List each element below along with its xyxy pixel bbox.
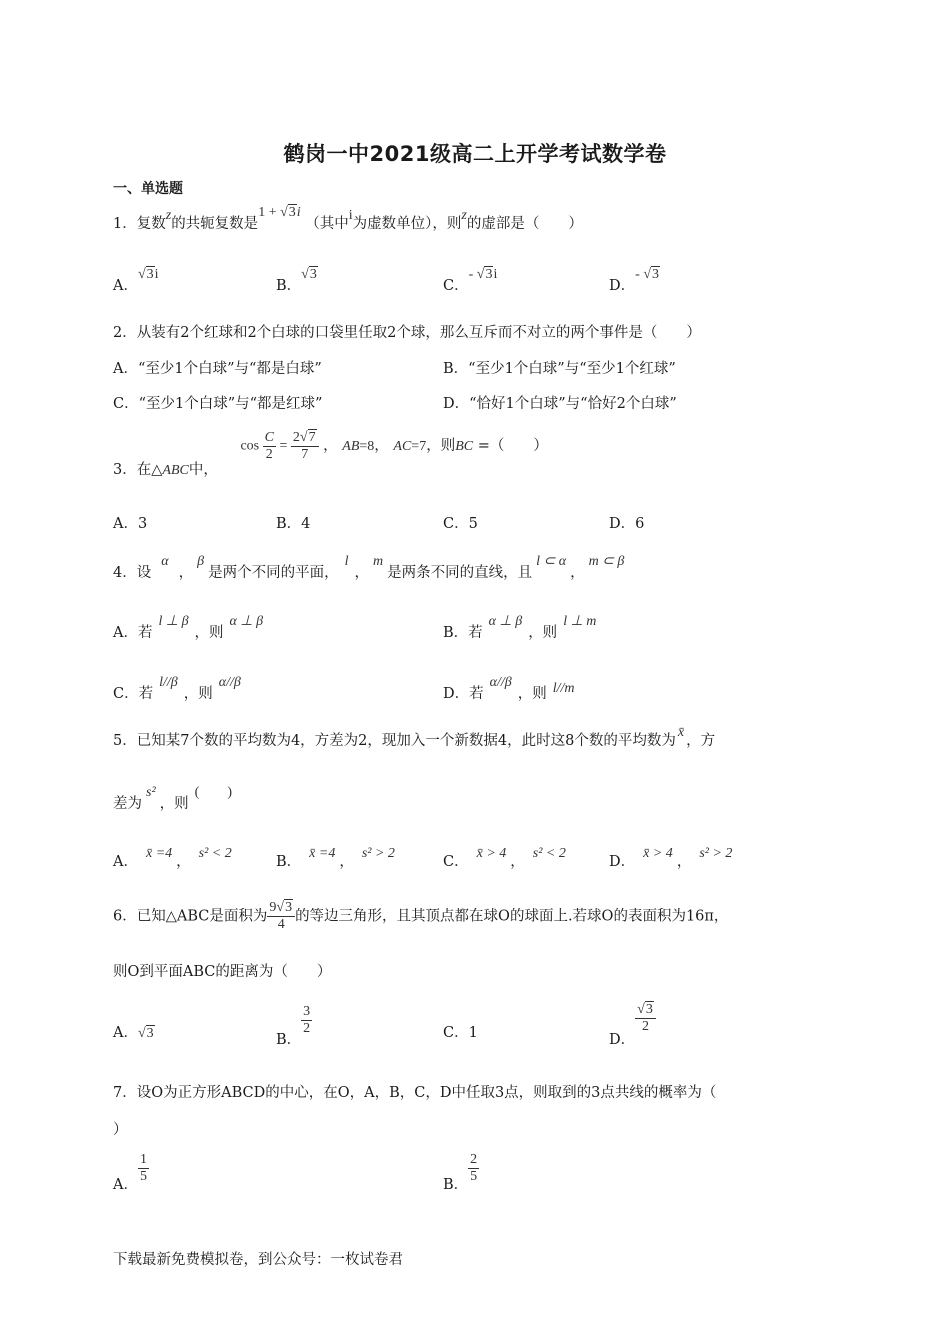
question-3 xyxy=(113,430,548,478)
q1-option-c-radicand: 3 xyxy=(485,267,493,282)
q2-option-a[interactable]: A．“至少1个白球”与“都是白球” xyxy=(113,361,322,377)
q3-cos: cos xyxy=(240,438,260,454)
q1-var-z: z xyxy=(165,208,172,223)
question-6-line-1 xyxy=(113,900,728,933)
q1-option-d-math xyxy=(635,267,660,282)
q4-option-a-result: α ⊥ β xyxy=(229,614,264,629)
q1-expr-radicand: 3 xyxy=(288,205,296,220)
q1-option-c-label: C． xyxy=(443,278,469,294)
q5-option-a[interactable]: A．x̄ =4，s² < 2 xyxy=(113,846,232,870)
footer-note: 下载最新免费模拟卷，到公众号：一枚试卷君 xyxy=(113,1252,403,1268)
q1-var-z-2: z xyxy=(461,208,467,223)
q5-option-a-mean: x̄ =4 xyxy=(145,846,173,861)
q1-option-c-sign: - xyxy=(468,267,477,282)
q3-value-numerator xyxy=(291,430,319,447)
q4-condition-1: l ⊂ α xyxy=(536,554,567,569)
q3-triangle-abc: ABC xyxy=(162,462,189,478)
q7-option-a-label: A． xyxy=(113,1176,138,1193)
q5-xbar: x̄ xyxy=(677,725,685,740)
question-5-line-2 xyxy=(113,785,232,815)
q4-option-d-cond: α//β xyxy=(489,675,512,690)
q5-text-d: ，则 xyxy=(159,796,189,812)
q6-option-d-fraction xyxy=(635,1002,656,1035)
q2-option-c[interactable]: C．“至少1个白球”与“都是红球” xyxy=(113,396,323,412)
q3-ab-value: =8 xyxy=(359,438,375,454)
q6-text-b: 的等边三角形，且其顶点都在球O的球面上.若球O的表面积为16π， xyxy=(295,908,729,925)
q7-option-b-label: B． xyxy=(443,1176,469,1193)
q4-option-b[interactable] xyxy=(443,614,597,644)
q1-text-d: 为虚数单位），则 xyxy=(352,216,462,232)
q1-option-b-radicand: 3 xyxy=(309,267,317,282)
q1-option-c[interactable] xyxy=(443,267,498,297)
q6-num-pre: 9 xyxy=(269,900,277,915)
q4-option-b-cond: α ⊥ β xyxy=(488,614,523,629)
q1-option-d-label: D． xyxy=(609,278,636,294)
q6-option-a-sqrt: √3 xyxy=(137,1026,154,1041)
q4-option-d[interactable] xyxy=(443,675,575,705)
q5-option-c-label: C． xyxy=(443,854,469,870)
q4-sep-3: ， xyxy=(570,565,585,581)
q4-option-d-label: D．若 xyxy=(443,686,484,702)
q5-option-c-variance: s² < 2 xyxy=(532,846,566,861)
q4-text-c: 是两条不同的直线，且 xyxy=(387,565,533,581)
q1-text-a: 1．复数 xyxy=(113,216,166,232)
q1-option-a-sqrt: √3 xyxy=(137,267,154,282)
q4-option-a-cond: l ⊥ β xyxy=(158,614,189,629)
q6-option-b-fraction xyxy=(301,1004,312,1037)
q6-option-d-radicand: 3 xyxy=(645,1002,653,1017)
q4-condition-2: m ⊂ β xyxy=(588,554,625,569)
q3-ac-value: =7 xyxy=(411,438,427,454)
q1-option-c-sqrt: √3 xyxy=(476,267,493,282)
q6-option-d-sqrt: √3 xyxy=(637,1002,653,1017)
q6-area-fraction xyxy=(267,900,295,933)
q1-text-c: （其中 xyxy=(305,216,349,232)
q1-option-b[interactable] xyxy=(276,267,318,297)
q3-option-b[interactable]: B．4 xyxy=(276,516,311,532)
q4-option-c-label: C．若 xyxy=(113,686,154,702)
q7-option-b-fraction xyxy=(468,1152,479,1185)
q1-text-b: 的共轭复数是 xyxy=(171,216,259,232)
q5-option-d-label: D． xyxy=(609,854,636,870)
q6-option-a-radicand: 3 xyxy=(146,1026,154,1041)
q7-option-b-num: 2 xyxy=(470,1152,478,1167)
q1-expr-pre: 1 + xyxy=(258,205,281,220)
q5-option-a-label: A． xyxy=(113,854,138,870)
q3-num-sqrt: √7 xyxy=(299,430,316,445)
q3-c: C xyxy=(264,430,274,445)
q3-option-d[interactable]: D．6 xyxy=(609,516,645,532)
question-1 xyxy=(113,205,583,235)
q3-option-a[interactable]: A．3 xyxy=(113,516,148,532)
q5-option-a-variance: s² < 2 xyxy=(198,846,232,861)
q5-option-b-label: B． xyxy=(276,854,302,870)
q6-option-b[interactable] xyxy=(276,1004,312,1048)
q6-option-b-num: 3 xyxy=(303,1004,311,1019)
q1-option-b-math xyxy=(301,267,318,282)
q4-option-d-result: l//m xyxy=(552,681,575,696)
q4-text-b: 是两个不同的平面， xyxy=(208,565,339,581)
q5-option-d-mean: x̄ > 4 xyxy=(643,846,673,861)
q3-cos-expression xyxy=(240,430,318,463)
q6-num-radicand: 3 xyxy=(285,900,293,915)
q3-value-fraction xyxy=(291,430,319,463)
q4-sep: ， xyxy=(178,565,194,581)
q6-option-a-label: A． xyxy=(113,1025,138,1041)
q1-option-a-suffix: i xyxy=(154,267,159,282)
question-7-line-2: ） xyxy=(113,1122,128,1138)
q5-option-b[interactable]: B．x̄ =4，s² > 2 xyxy=(276,846,395,870)
q7-option-a-den: 5 xyxy=(139,1169,147,1184)
q3-tail-text: =（ ） xyxy=(473,437,548,454)
q1-option-c-math xyxy=(469,267,498,282)
q1-option-d-sign: - xyxy=(635,267,644,282)
q7-option-a-num: 1 xyxy=(139,1152,147,1167)
q5-paren: ( ) xyxy=(194,785,232,800)
q5-option-d[interactable]: D．x̄ > 4，s² > 2 xyxy=(609,846,733,870)
q1-option-d[interactable] xyxy=(609,267,660,297)
q6-option-d-num xyxy=(635,1002,656,1019)
q5-option-d-variance: s² > 2 xyxy=(699,846,733,861)
q6-text-a: 6．已知△ABC是面积为 xyxy=(113,908,268,925)
q4-option-d-then: ，则 xyxy=(517,686,547,702)
section-heading: 一、单选题 xyxy=(113,181,183,197)
q3-ac: AC xyxy=(393,438,412,454)
q4-option-b-result: l ⊥ m xyxy=(563,614,597,629)
q1-option-a-math xyxy=(138,267,159,282)
q3-lead xyxy=(113,462,218,478)
q4-option-c-then: ，则 xyxy=(183,686,213,702)
q4-option-c-result: α//β xyxy=(218,675,241,690)
q5-option-b-mean: x̄ =4 xyxy=(309,846,336,861)
q3-num-pre: 2 xyxy=(292,430,300,445)
q4-option-a[interactable] xyxy=(113,614,264,644)
q7-option-b[interactable] xyxy=(443,1152,479,1193)
question-6-line-2: 则O到平面ABC的距离为（ ） xyxy=(113,964,332,980)
q7-option-a[interactable] xyxy=(113,1152,149,1193)
q6-option-a[interactable] xyxy=(113,1023,155,1044)
question-2: 2．从装有2个红球和2个白球的口袋里任取2个球，那么互斥而不对立的两个事件是（ ） xyxy=(113,325,701,341)
question-5-line-1 xyxy=(113,725,716,752)
q1-expression xyxy=(258,205,300,220)
q1-option-b-label: B． xyxy=(276,278,302,294)
q3-cos-fraction xyxy=(263,430,276,463)
question-7-line-1: 7．设O为正方形ABCD的中心，在O，A，B，C，D中任取3点，则取到的3点共线的概率为（ xyxy=(113,1085,717,1101)
q3-equals: = xyxy=(279,438,288,454)
q3-den: 7 xyxy=(301,447,309,462)
q2-option-b[interactable]: B．“至少1个白球”与“至少1个红球” xyxy=(443,361,676,377)
q3-ab: AB xyxy=(342,438,360,454)
q4-option-a-label: A．若 xyxy=(113,625,153,641)
q6-option-b-label: B． xyxy=(276,1031,302,1048)
q6-area-numerator xyxy=(267,900,295,917)
q3-two: 2 xyxy=(265,447,273,462)
q3-then: ，则 xyxy=(426,437,456,454)
q5-option-c-mean: x̄ > 4 xyxy=(476,846,507,861)
q4-l: l xyxy=(344,554,349,569)
q3-num-radicand: 7 xyxy=(308,430,316,445)
q6-option-d[interactable] xyxy=(609,1002,656,1048)
q1-option-a-radicand: 3 xyxy=(146,267,154,282)
q5-option-b-variance: s² > 2 xyxy=(361,846,395,861)
q5-text-a: 5．已知某7个数的平均数为4，方差为2，现加入一个新数据4，此时这8个数的平均数为 xyxy=(113,733,676,749)
q3-comma-2: ， xyxy=(374,437,389,454)
q4-option-c-cond: l//β xyxy=(159,675,178,690)
q4-option-b-label: B．若 xyxy=(443,625,483,641)
q3-text-a: 3．在△ xyxy=(113,461,163,478)
q3-text-b: 中， xyxy=(188,461,218,478)
q6-den: 4 xyxy=(277,917,285,932)
q1-option-a-label: A． xyxy=(113,278,138,294)
q1-option-c-suffix: i xyxy=(493,267,498,282)
q4-beta: β xyxy=(197,554,205,569)
page-title: 鹤岗一中2021级高二上开学考试数学卷 xyxy=(283,142,667,166)
q2-option-d[interactable]: D．“恰好1个白球”与“恰好2个白球” xyxy=(443,396,677,412)
q6-option-c[interactable]: C．1 xyxy=(443,1025,478,1041)
q1-expr-sqrt: √3 xyxy=(280,205,296,220)
q1-option-d-radicand: 3 xyxy=(652,267,659,282)
q6-num-sqrt: √3 xyxy=(276,900,293,915)
q4-option-c[interactable] xyxy=(113,675,241,705)
q3-option-c[interactable]: C．5 xyxy=(443,516,478,532)
q7-option-b-den: 5 xyxy=(470,1169,478,1184)
q5-text-c: 差为 xyxy=(113,796,142,812)
q3-bc: BC xyxy=(455,438,474,454)
q6-option-d-label: D． xyxy=(609,1031,636,1048)
question-4 xyxy=(113,554,628,584)
q4-m: m xyxy=(372,554,384,569)
q1-text-e: 的虚部是（ ） xyxy=(466,216,583,232)
q1-var-i: i xyxy=(348,208,353,223)
q5-option-c[interactable]: C．x̄ > 4，s² < 2 xyxy=(443,846,566,870)
q1-expr-i: i xyxy=(296,205,301,220)
q4-text-a: 4．设 xyxy=(113,565,152,581)
q5-text-b: ，方 xyxy=(686,733,716,749)
q5-s2: s² xyxy=(146,785,156,800)
q7-option-a-fraction xyxy=(138,1152,149,1185)
q4-option-b-then: ，则 xyxy=(528,625,558,641)
q1-option-d-sqrt: √3 xyxy=(643,267,659,282)
q4-alpha: α xyxy=(161,554,169,569)
q6-option-d-den: 2 xyxy=(641,1019,649,1034)
q1-option-a[interactable] xyxy=(113,267,159,297)
q3-tail xyxy=(323,438,548,454)
q3-comma-1: ， xyxy=(323,437,338,454)
q4-option-a-then: ，则 xyxy=(194,625,224,641)
q1-option-b-sqrt: √3 xyxy=(301,267,317,282)
q4-sep-2: ， xyxy=(354,565,369,581)
q6-option-b-den: 2 xyxy=(303,1021,311,1036)
